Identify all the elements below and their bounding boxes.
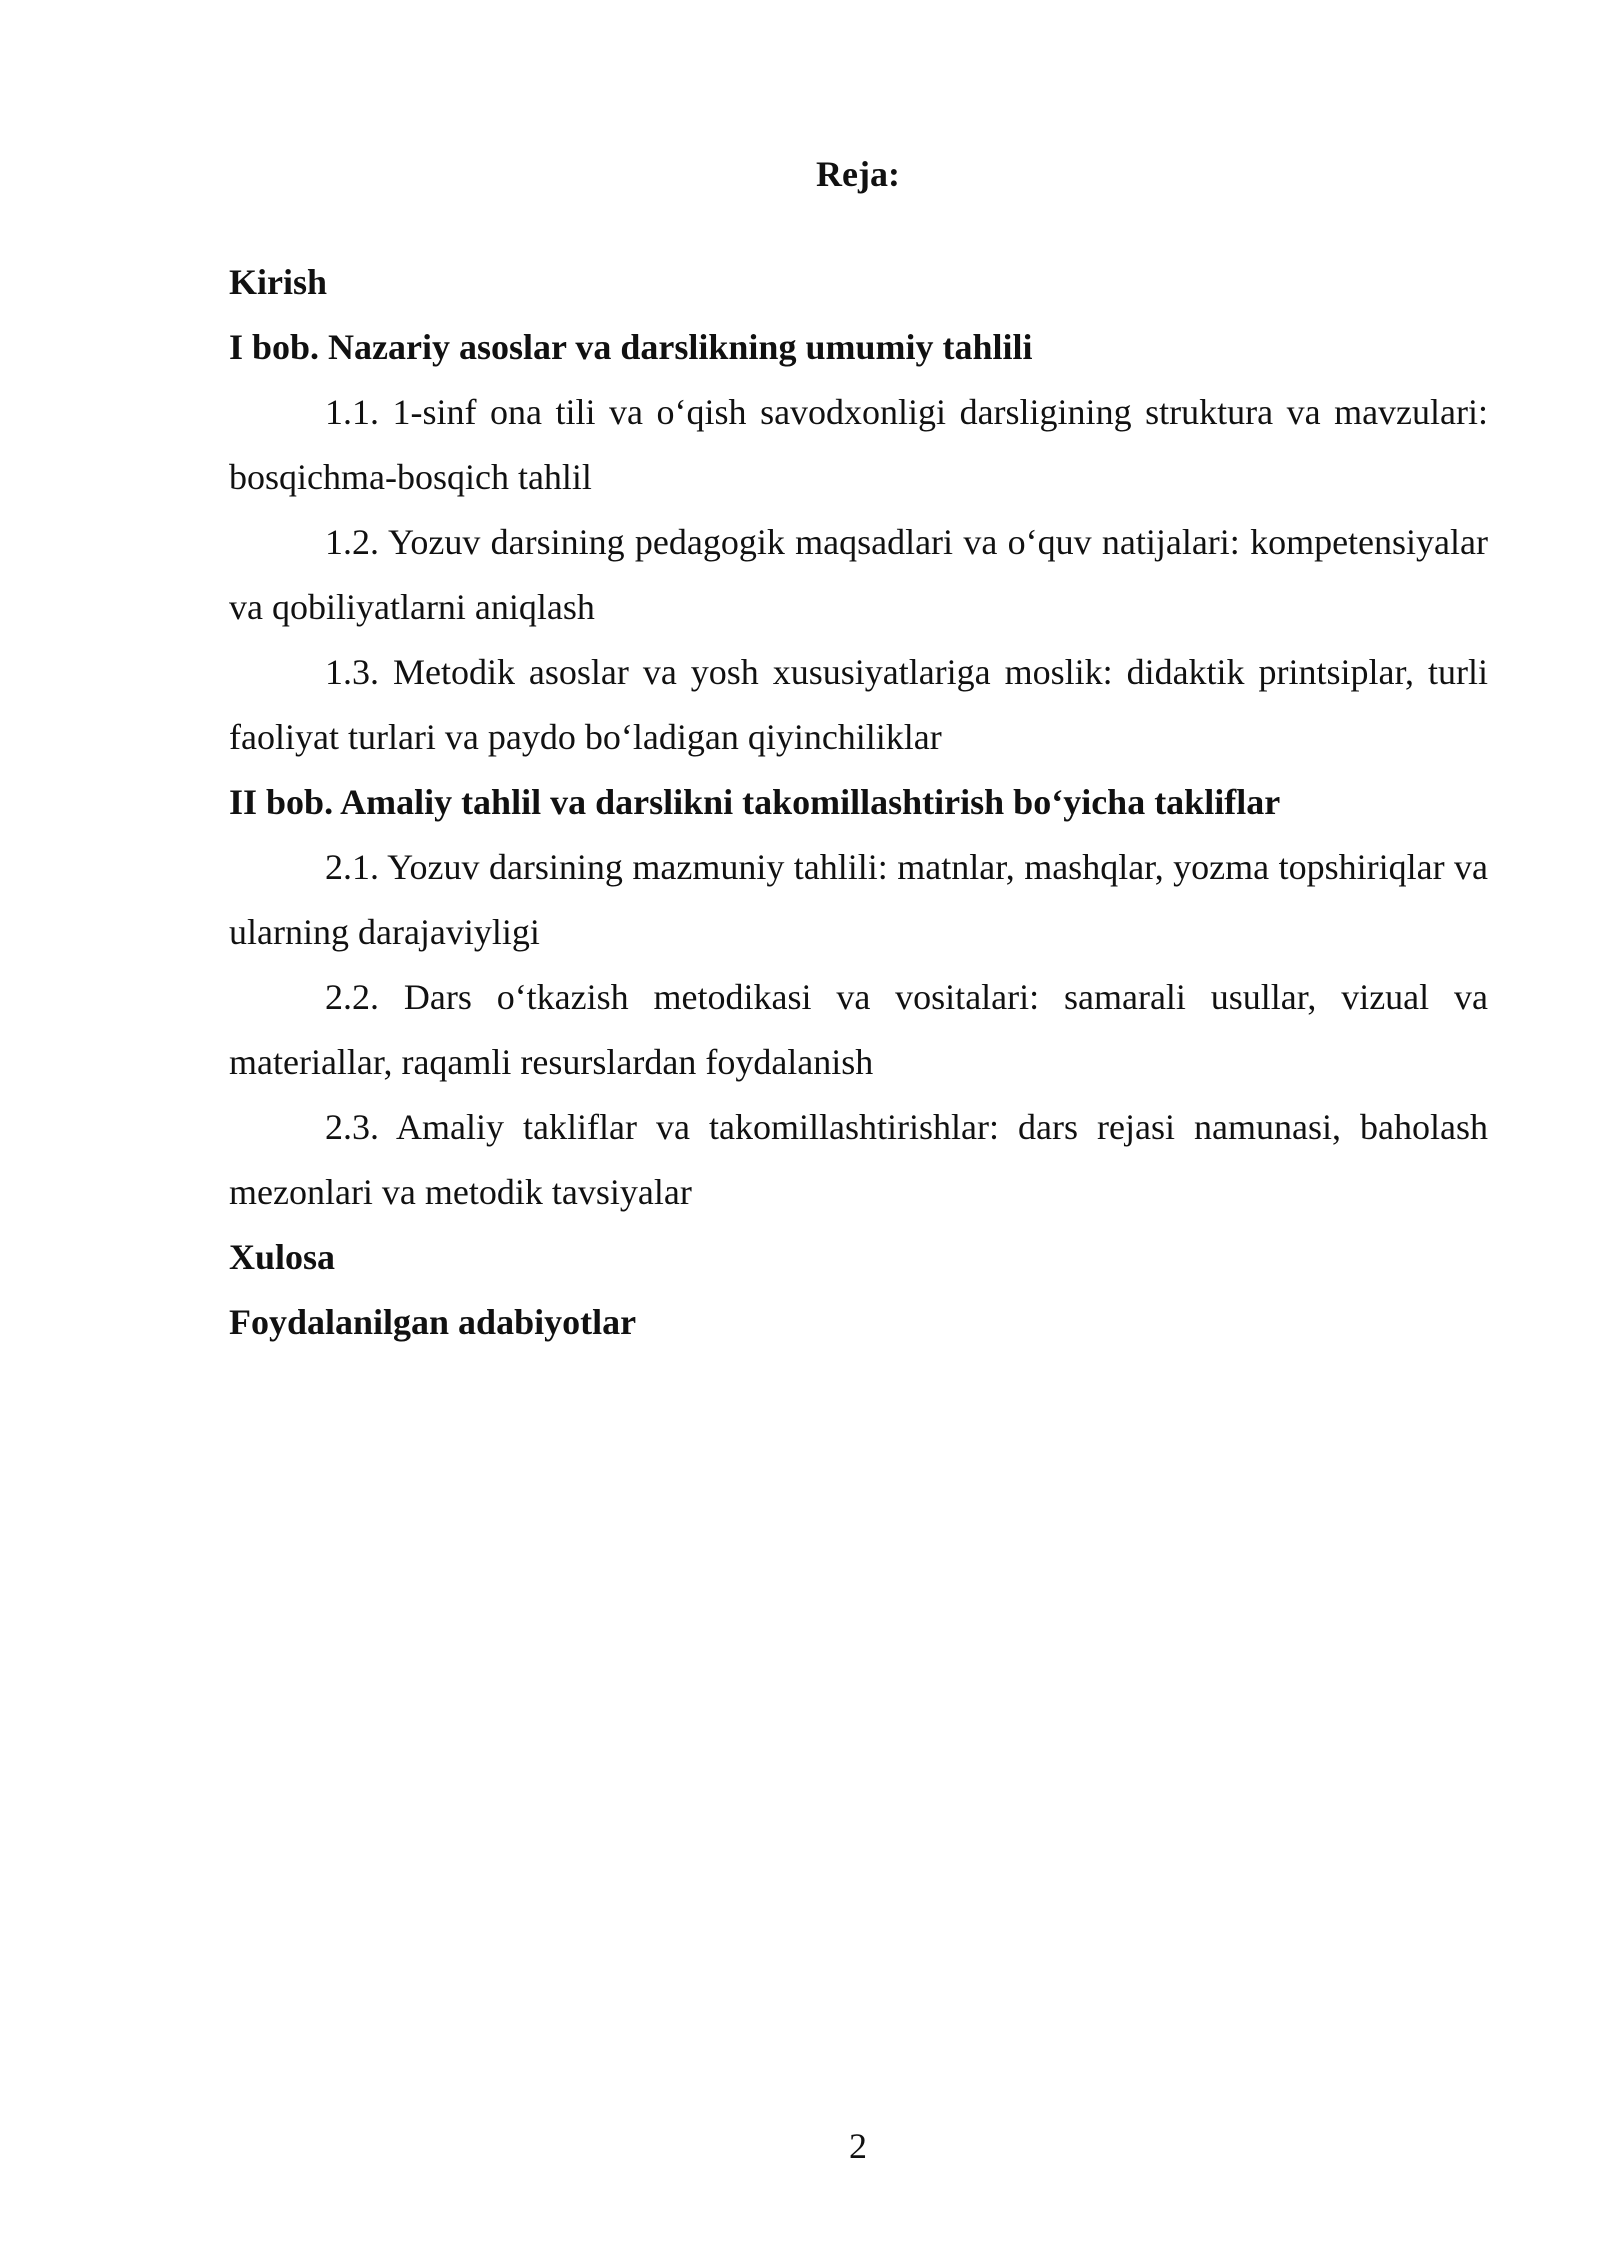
toc-section-1-3: 1.3. Metodik asoslar va yosh xususiyatlariga moslik: didaktik printsiplar, turli faoliyat turlari va paydo bo‘ladigan qiyinchiliklar bbox=[229, 652, 1488, 757]
page-title: Reja: bbox=[816, 154, 900, 194]
toc-conclusion: Xulosa bbox=[229, 1237, 336, 1277]
toc-chapter-1-heading: I bob. Nazariy asoslar va darslikning umumiy tahlili bbox=[229, 327, 1033, 367]
toc-section-1-2: 1.2. Yozuv darsining pedagogik maqsadlari va o‘quv natijalari: kompetensiyalar va qobiliyatlarni aniqlash bbox=[229, 522, 1488, 627]
toc-intro: Kirish bbox=[229, 262, 328, 302]
toc-chapter-2-heading: II bob. Amaliy tahlil va darslikni takomillashtirish bo‘yicha takliflar bbox=[229, 782, 1281, 822]
table-of-contents bbox=[229, 250, 1488, 1355]
toc-section-2-2: 2.2. Dars o‘tkazish metodikasi va vositalari: samarali usullar, vizual va materiallar, raqamli resurslardan foydalanish bbox=[229, 977, 1488, 1082]
toc-section-2-1: 2.1. Yozuv darsining mazmuniy tahlili: matnlar, mashqlar, yozma topshiriqlar va ularning darajaviyligi bbox=[229, 847, 1488, 952]
toc-section-1-1: 1.1. 1-sinf ona tili va o‘qish savodxonligi darsligining struktura va mavzulari: bosqichma-bosqich tahlil bbox=[229, 392, 1488, 497]
toc-section-2-3: 2.3. Amaliy takliflar va takomillashtirishlar: dars rejasi namunasi, baholash mezonlari va metodik tavsiyalar bbox=[229, 1107, 1488, 1212]
toc-references: Foydalanilgan adabiyotlar bbox=[229, 1302, 637, 1342]
page-number: 2 bbox=[849, 2126, 867, 2166]
